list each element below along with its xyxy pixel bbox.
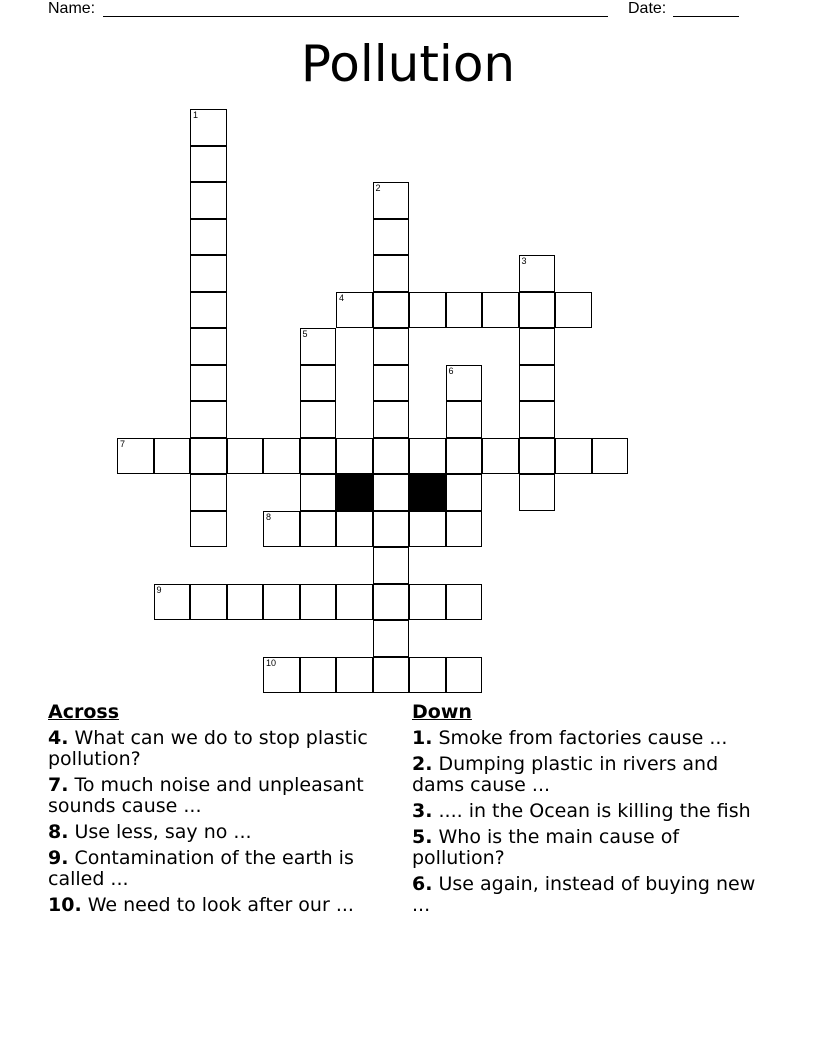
grid-cell[interactable] [190,292,227,329]
grid-cell[interactable] [373,511,410,548]
clue-number: 2 [375,183,381,193]
clue-text: Smoke from factories cause ... [432,727,728,749]
clue-number: 7 [120,438,126,449]
grid-cell[interactable] [482,292,519,329]
down-clue [412,874,772,916]
across-heading: Across [48,701,120,723]
clue-number: 9 [156,584,162,595]
grid-cell[interactable] [154,438,191,475]
grid-cell[interactable] [336,657,373,694]
grid-cell[interactable] [446,474,483,511]
across-clue [48,822,393,843]
grid-cell[interactable] [190,401,227,438]
grid-cell[interactable] [190,365,227,402]
across-clue [48,848,393,890]
grid-cell[interactable] [519,438,556,475]
grid-cell-5[interactable] [300,328,337,365]
grid-cell[interactable] [190,219,227,256]
puzzle-title: Pollution [300,35,516,93]
clue-number: 4 [339,292,345,303]
grid-cell-7[interactable] [117,438,154,475]
grid-cell-1[interactable] [190,109,227,146]
across-clue [48,895,393,916]
date-label: Date: [628,0,667,17]
grid-cell[interactable] [373,620,410,657]
across-clue [48,775,393,817]
grid-cell-3[interactable] [519,255,556,292]
grid-cell[interactable] [300,584,337,621]
clue-number: 9. [48,847,69,869]
clue-number: 3 [521,256,527,266]
grid-cell[interactable] [592,438,629,475]
grid-cell[interactable] [373,584,410,621]
clue-number: 10. [48,894,82,916]
grid-cell-6[interactable] [446,365,483,402]
clue-text: To much noise and unpleasant sounds cause ... [48,774,364,817]
grid-cell[interactable] [482,438,519,475]
grid-cell[interactable] [373,219,410,256]
grid-cell[interactable] [190,438,227,475]
grid-cell[interactable] [409,657,446,694]
across-clues [48,702,393,921]
grid-cell[interactable] [373,255,410,292]
clue-number: 5. [412,826,433,848]
grid-cell[interactable] [373,657,410,694]
grid-cell[interactable] [190,255,227,292]
grid-cell[interactable] [190,511,227,548]
grid-cell[interactable] [373,438,410,475]
clue-number: 6. [412,873,433,895]
grid-cell[interactable] [190,146,227,183]
clue-number: 7. [48,774,69,796]
grid-cell[interactable] [373,365,410,402]
grid-cell-4[interactable] [336,292,373,329]
clue-number: 4. [48,727,69,749]
grid-cell[interactable] [555,438,592,475]
grid-cell[interactable] [300,474,337,511]
grid-cell[interactable] [519,328,556,365]
grid-cell-9[interactable] [154,584,191,621]
grid-cell[interactable] [263,584,300,621]
grid-cell[interactable] [519,365,556,402]
grid-cell[interactable] [446,438,483,475]
grid-cell[interactable] [373,328,410,365]
across-clue [48,728,393,770]
clue-number: 1. [412,727,433,749]
down-clues [412,702,772,921]
down-clue [412,801,772,822]
clue-number: 2. [412,753,433,775]
clue-number: 8. [48,821,69,843]
clue-number: 1 [193,110,199,120]
clue-text: Who is the main cause of pollution? [412,826,680,869]
grid-cell[interactable] [300,365,337,402]
clue-text: Dumping plastic in rivers and dams cause ... [412,753,719,796]
grid-cell[interactable] [336,584,373,621]
grid-cell[interactable] [373,547,410,584]
clue-text: Contamination of the earth is called ... [48,847,354,890]
grid-cell[interactable] [409,438,446,475]
grid-cell[interactable] [373,401,410,438]
clue-text: What can we do to stop plastic pollution? [48,727,368,770]
name-label: Name: [48,0,96,17]
grid-cell[interactable] [336,438,373,475]
clue-text: Use again, instead of buying new ... [412,873,756,916]
grid-cell[interactable] [300,401,337,438]
grid-cell[interactable] [409,292,446,329]
grid-cell[interactable] [519,474,556,511]
grid-cell[interactable] [190,584,227,621]
grid-cell[interactable] [519,401,556,438]
grid-cell[interactable] [373,292,410,329]
grid-cell[interactable] [263,438,300,475]
grid-cell[interactable] [300,438,337,475]
grid-cell[interactable] [519,292,556,329]
grid-cell[interactable] [555,292,592,329]
down-clue [412,827,772,869]
down-clue [412,754,772,796]
grid-cell[interactable] [446,511,483,548]
black-square [409,474,446,511]
grid-cell[interactable] [300,511,337,548]
grid-cell[interactable] [409,584,446,621]
clue-text: Use less, say no ... [68,821,252,843]
clue-text: We need to look after our ... [81,894,354,916]
grid-cell-10[interactable] [263,657,300,694]
grid-cell[interactable] [446,401,483,438]
grid-cell[interactable] [446,584,483,621]
grid-cell[interactable] [336,511,373,548]
clue-number: 8 [266,511,272,522]
clue-number: 5 [302,329,308,339]
grid-cell[interactable] [409,511,446,548]
grid-cell[interactable] [446,657,483,694]
grid-cell[interactable] [190,328,227,365]
clue-text: .... in the Ocean is killing the fish [432,800,751,822]
grid-cell[interactable] [190,182,227,219]
clue-number: 10 [266,657,277,668]
clue-number: 3. [412,800,433,822]
down-clue [412,728,772,749]
black-square [336,474,373,511]
grid-cell[interactable] [446,292,483,329]
clue-number: 6 [448,365,454,376]
grid-cell[interactable] [373,474,410,511]
grid-cell-8[interactable] [263,511,300,548]
grid-cell[interactable] [227,438,264,475]
down-heading: Down [412,701,472,723]
grid-cell[interactable] [300,657,337,694]
grid-cell-2[interactable] [373,182,410,219]
grid-cell[interactable] [190,474,227,511]
grid-cell[interactable] [227,584,264,621]
